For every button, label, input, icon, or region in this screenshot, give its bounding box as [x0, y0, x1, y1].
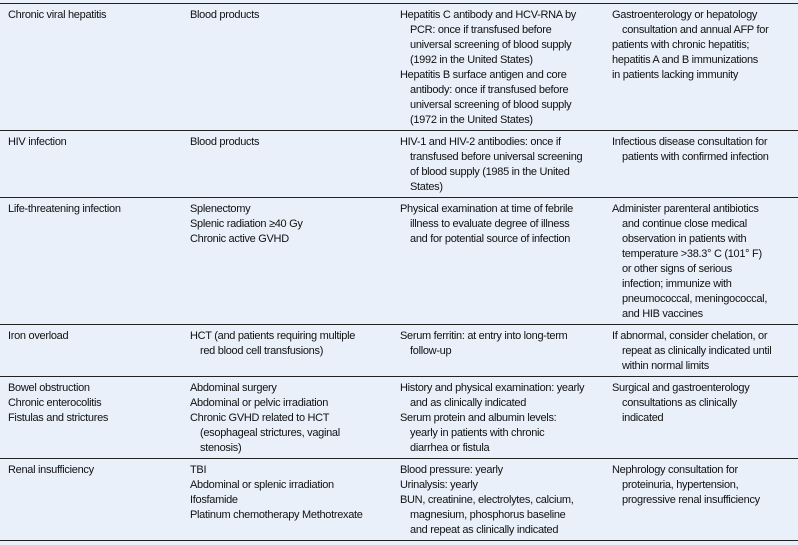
cell-text-line: patients with chronic hepatitis;: [612, 39, 750, 51]
cell-text-line: BUN, creatinine, electrolytes, calcium,: [400, 494, 574, 506]
cell-text-line: transfused before universal screening: [410, 151, 583, 163]
cell-text-line: If abnormal, consider chelation, or: [612, 330, 768, 342]
cell-text-line: Hepatitis C antibody and HCV-RNA by: [400, 9, 576, 21]
cell-intervention: [612, 135, 794, 195]
cell-risk-factors: [190, 381, 396, 456]
cell-text-line: Abdominal or pelvic irradiation: [190, 397, 329, 409]
cell-text-line: repeat as clinically indicated until: [622, 345, 772, 357]
cell-text-line: (1972 in the United States): [410, 114, 533, 126]
cell-risk-factors: [190, 202, 396, 322]
cell-text-line: Fistulas and strictures: [8, 412, 109, 424]
cell-intervention: [612, 329, 794, 374]
cell-text-line: Urinalysis: yearly: [400, 479, 478, 491]
cell-text-line: consultation and annual AFP for: [622, 24, 769, 36]
cell-condition: [8, 381, 190, 456]
cell-text-line: red blood cell transfusions): [200, 345, 324, 357]
cell-text-line: PCR: once if transfused before: [410, 24, 552, 36]
table-row: [0, 130, 798, 197]
cell-risk-factors: [190, 135, 396, 195]
cell-text-line: Ifosfamide: [190, 494, 238, 506]
table-row: [0, 376, 798, 458]
cell-text-line: universal screening of blood supply: [410, 99, 572, 111]
cell-text-line: Blood products: [190, 136, 260, 148]
cell-screening: [400, 463, 608, 538]
cell-intervention: [612, 8, 794, 128]
cell-text-line: Nephrology consultation for: [612, 464, 738, 476]
cell-text-line: observation in patients with: [622, 233, 747, 245]
cell-text-line: Serum ferritin: at entry into long-term: [400, 330, 568, 342]
cell-text-line: Platinum chemotherapy Methotrexate: [190, 509, 363, 521]
cell-condition: [8, 202, 190, 322]
cell-risk-factors: [190, 8, 396, 128]
cell-condition: [8, 329, 190, 374]
cell-text-line: Chronic enterocolitis: [8, 397, 102, 409]
cell-text-line: Life-threatening infection: [8, 203, 121, 215]
cell-text-line: pneumococcal, meningococcal,: [622, 293, 768, 305]
cell-screening: [400, 135, 608, 195]
cell-text-line: proteinuria, hypertension,: [622, 479, 739, 491]
cell-text-line: and continue close medical: [622, 218, 747, 230]
cell-text-line: in patients lacking immunity: [612, 69, 739, 81]
cell-screening: [400, 8, 608, 128]
cell-condition: [8, 463, 190, 538]
cell-text-line: antibody: once if transfused before: [410, 84, 569, 96]
cell-text-line: stenosis): [200, 442, 242, 454]
cell-text-line: Iron overload: [8, 330, 69, 342]
cell-text-line: and repeat as clinically indicated: [410, 524, 559, 536]
cell-text-line: of blood supply (1985 in the United: [410, 166, 570, 178]
cell-text-line: Infectious disease consultation for: [612, 136, 768, 148]
cell-condition: [8, 135, 190, 195]
cell-intervention: [612, 381, 794, 456]
cell-screening: [400, 381, 608, 456]
cell-text-line: indicated: [622, 412, 664, 424]
cell-text-line: Gastroenterology or hepatology: [612, 9, 758, 21]
cell-text-line: HCT (and patients requiring multiple: [190, 330, 356, 342]
cell-text-line: Abdominal or splenic irradiation: [190, 479, 334, 491]
cell-text-line: Splenic radiation ≥40 Gy: [190, 218, 303, 230]
cell-text-line: Chronic active GVHD: [190, 233, 289, 245]
cell-condition: [8, 8, 190, 128]
cell-text-line: Blood pressure: yearly: [400, 464, 503, 476]
cell-text-line: Bowel obstruction: [8, 382, 90, 394]
cell-text-line: States): [410, 181, 443, 193]
cell-text-line: and for potential source of infection: [410, 233, 571, 245]
cell-text-line: Blood products: [190, 9, 260, 21]
cell-risk-factors: [190, 329, 396, 374]
cell-text-line: and as clinically indicated: [410, 397, 527, 409]
table-row: [0, 458, 798, 541]
cell-text-line: follow-up: [410, 345, 452, 357]
cell-text-line: HIV-1 and HIV-2 antibodies: once if: [400, 136, 561, 148]
cell-text-line: and HIB vaccines: [622, 308, 703, 320]
cell-text-line: magnesium, phosphorus baseline: [410, 509, 566, 521]
cell-intervention: [612, 463, 794, 538]
cell-text-line: within normal limits: [622, 360, 709, 372]
cell-text-line: TBI: [190, 464, 207, 476]
cell-text-line: Renal insufficiency: [8, 464, 94, 476]
cell-text-line: Hepatitis B surface antigen and core: [400, 69, 567, 81]
cell-text-line: Chronic viral hepatitis: [8, 9, 107, 21]
cell-screening: [400, 202, 608, 322]
cell-text-line: Abdominal surgery: [190, 382, 277, 394]
cell-text-line: Splenectomy: [190, 203, 251, 215]
cell-text-line: History and physical examination: yearly: [400, 382, 585, 394]
cell-text-line: Administer parenteral antibiotics: [612, 203, 759, 215]
cell-text-line: consultations as clinically: [622, 397, 737, 409]
cell-text-line: Surgical and gastroenterology: [612, 382, 750, 394]
cell-text-line: Serum protein and albumin levels:: [400, 412, 557, 424]
cell-text-line: HIV infection: [8, 136, 67, 148]
cell-text-line: diarrhea or fistula: [410, 442, 490, 454]
cell-intervention: [612, 202, 794, 322]
cell-text-line: infection; immunize with: [622, 278, 732, 290]
cell-text-line: (esophageal strictures, vaginal: [200, 427, 340, 439]
cell-text-line: (1992 in the United States): [410, 54, 533, 66]
cell-screening: [400, 329, 608, 374]
cell-text-line: patients with confirmed infection: [622, 151, 769, 163]
cell-text-line: universal screening of blood supply: [410, 39, 572, 51]
cell-text-line: or other signs of serious: [622, 263, 732, 275]
cell-risk-factors: [190, 463, 396, 538]
table-row: [0, 197, 798, 324]
cell-text-line: Physical examination at time of febrile: [400, 203, 573, 215]
cell-text-line: illness to evaluate degree of illness: [410, 218, 570, 230]
table-row: [0, 3, 798, 130]
cell-text-line: Chronic GVHD related to HCT: [190, 412, 330, 424]
cell-text-line: hepatitis A and B immunizations: [612, 54, 759, 66]
cell-text-line: yearly in patients with chronic: [410, 427, 545, 439]
cell-text-line: temperature >38.3° C (101° F): [622, 248, 762, 260]
table-row: [0, 324, 798, 376]
cell-text-line: progressive renal insufficiency: [622, 494, 760, 506]
